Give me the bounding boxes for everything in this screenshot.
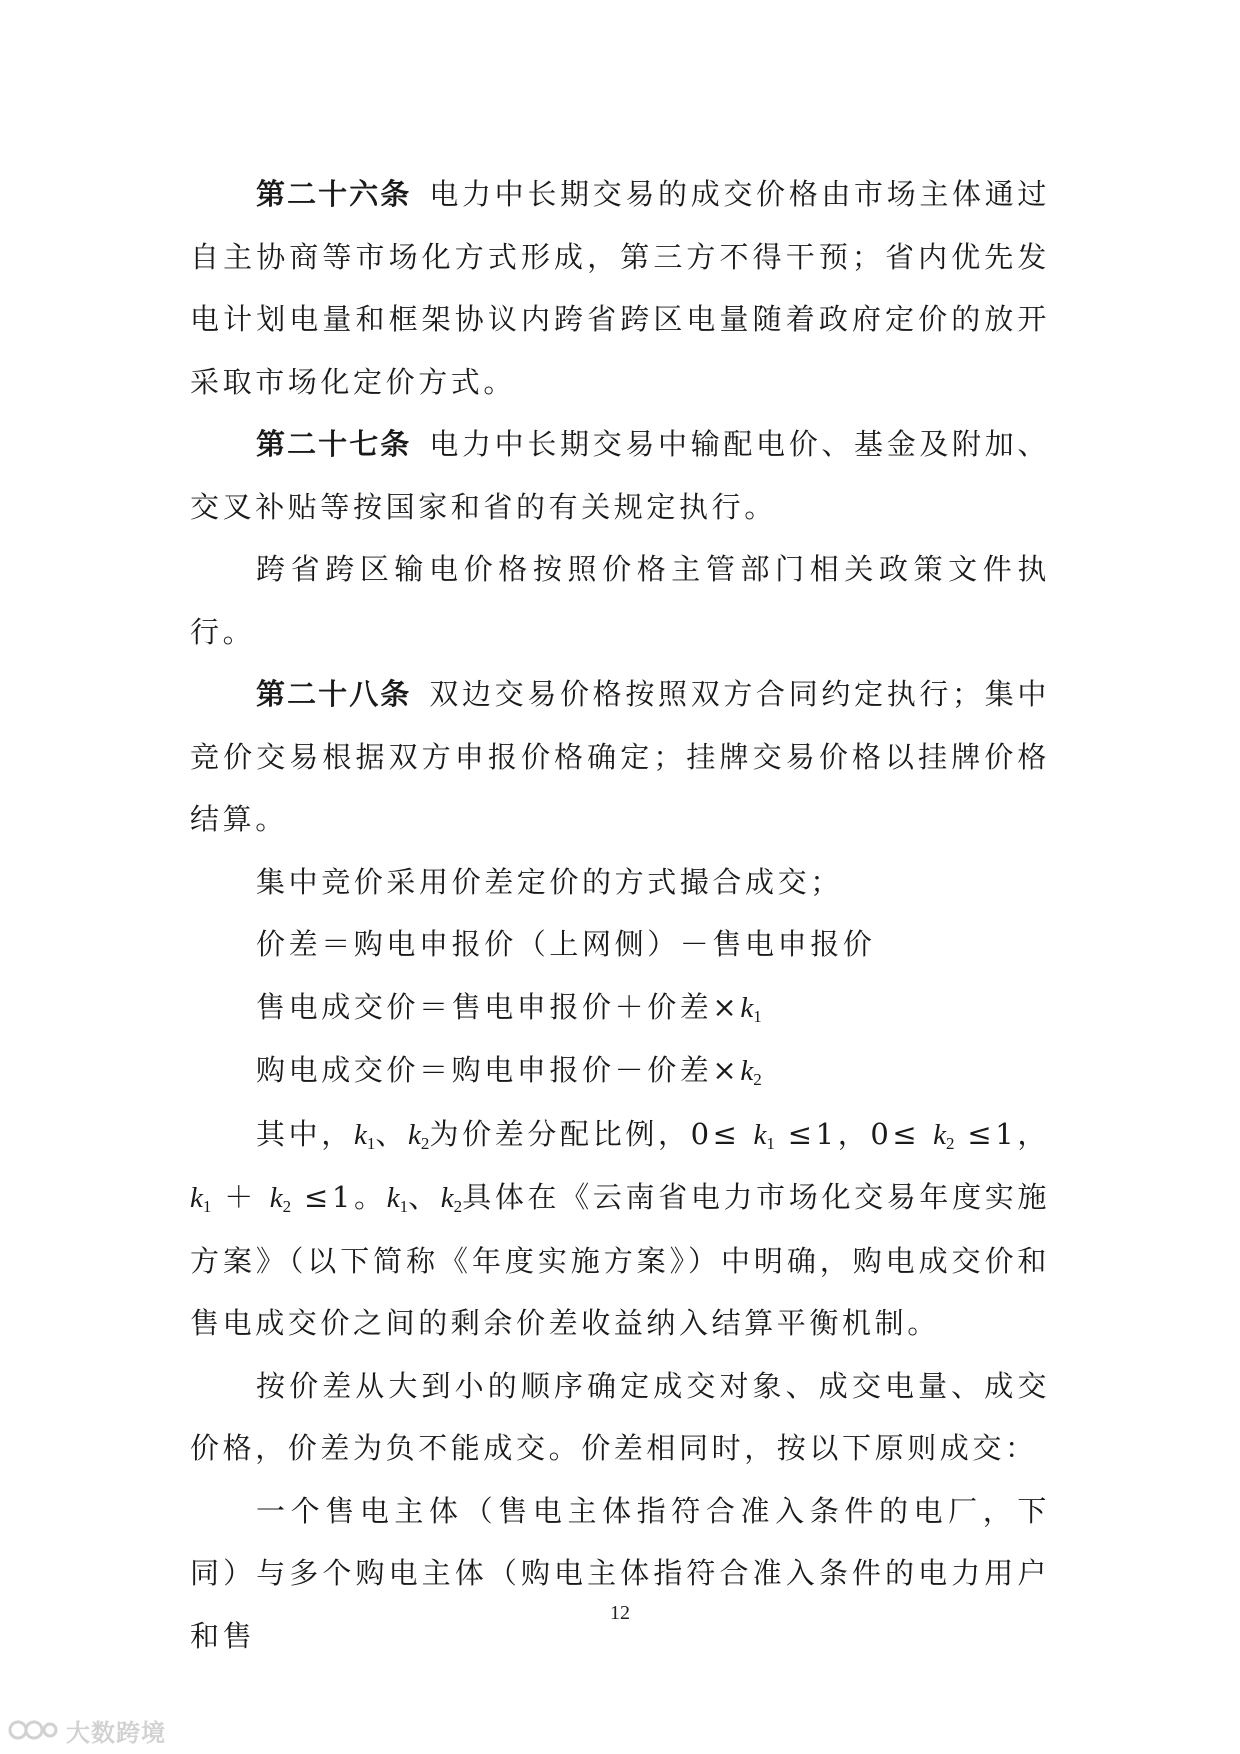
ratio-text-i: 具体在《云南省电力市场化交易年度实施方案》（以下简称《年度实施方案》）中明确，购电成交价和售电成交价之间的剩余价差收益纳入结算平衡机制。 — [190, 1180, 1050, 1340]
k1-symbol: $k_1$ — [190, 1182, 212, 1216]
ratio-text-f: ＋ — [211, 1180, 270, 1214]
article-28-paragraph — [190, 663, 1050, 851]
ratio-text-e: ≤1， — [954, 1116, 1050, 1151]
ratio-text-d: ≤1，0≤ — [774, 1116, 934, 1151]
sell-price-formula-text: 售电成交价＝售电申报价＋价差× — [256, 989, 741, 1024]
ratio-text-a: 其中， — [256, 1116, 354, 1151]
bidding-method-paragraph — [190, 851, 1050, 914]
watermark-logo-icon — [8, 1715, 58, 1745]
ratio-text-b: 、 — [375, 1116, 409, 1151]
k2-symbol: $k_2$ — [269, 1182, 292, 1216]
buy-price-formula — [190, 1039, 1050, 1103]
buy-price-formula-text: 购电成交价＝购电申报价－价差× — [256, 1053, 741, 1087]
k1-symbol: $k_1$ — [353, 1118, 376, 1153]
k2-symbol: $k_2$ — [740, 1055, 762, 1089]
ratio-text-g: ≤1。 — [291, 1180, 387, 1214]
article-27-heading: 第二十七条 — [256, 427, 412, 461]
transmission-price-paragraph — [190, 538, 1050, 663]
article-26-heading: 第二十六条 — [256, 177, 412, 211]
article-26-paragraph — [190, 163, 1050, 413]
watermark-text: 大数跨境 — [66, 1718, 166, 1747]
k1-symbol: $k_1$ — [386, 1182, 409, 1216]
matching-order-text: 按价差从大到小的顺序确定成交对象、成交电量、成交价格，价差为负不能成交。价差相同时，按以下原则成交： — [190, 1368, 1050, 1465]
price-diff-formula-text: 价差＝购电申报价（上网侧）－售电申报价 — [256, 927, 876, 961]
k1-symbol: $k_1$ — [753, 1118, 775, 1153]
article-26-text: 电力中长期交易的成交价格由市场主体通过自主协商等市场化方式形成，第三方不得干预；省内优先发电计划电量和框架协议内跨省跨区电量随着政府定价的放开采取市场化定价方式。 — [190, 177, 1050, 399]
article-27-paragraph — [190, 413, 1050, 538]
page-number: 12 — [610, 1602, 630, 1624]
matching-rule-text: 一个售电主体（售电主体指符合准入条件的电厂，下同）与多个购电主体（购电主体指符合准入条件的电力用户和售 — [190, 1493, 1050, 1653]
ratio-text-h: 、 — [408, 1180, 441, 1214]
article-27-text: 电力中长期交易中输配电价、基金及附加、交叉补贴等按国家和省的有关规定执行。 — [190, 427, 1050, 524]
matching-order-paragraph — [190, 1355, 1050, 1480]
watermark — [8, 1712, 166, 1748]
document-body — [190, 163, 1050, 1667]
k2-symbol: $k_2$ — [440, 1182, 463, 1216]
article-28-text: 双边交易价格按照双方合同约定执行；集中竞价交易根据双方申报价格确定；挂牌交易价格以挂牌价格结算。 — [190, 677, 1050, 836]
ratio-definition-paragraph — [190, 1103, 1050, 1355]
article-28-heading: 第二十八条 — [256, 677, 412, 711]
k2-symbol: $k_2$ — [408, 1118, 430, 1153]
k1-symbol: $k_1$ — [740, 991, 762, 1026]
transmission-price-text: 跨省跨区输电价格按照价格主管部门相关政策文件执行。 — [190, 552, 1050, 649]
bidding-method-text: 集中竞价采用价差定价的方式撮合成交； — [256, 864, 843, 899]
ratio-text-c: 为价差分配比例，0≤ — [429, 1116, 754, 1151]
k2-symbol: $k_2$ — [933, 1118, 955, 1153]
matching-rule-paragraph — [190, 1480, 1050, 1668]
price-diff-formula — [190, 913, 1050, 976]
sell-price-formula — [190, 976, 1050, 1040]
